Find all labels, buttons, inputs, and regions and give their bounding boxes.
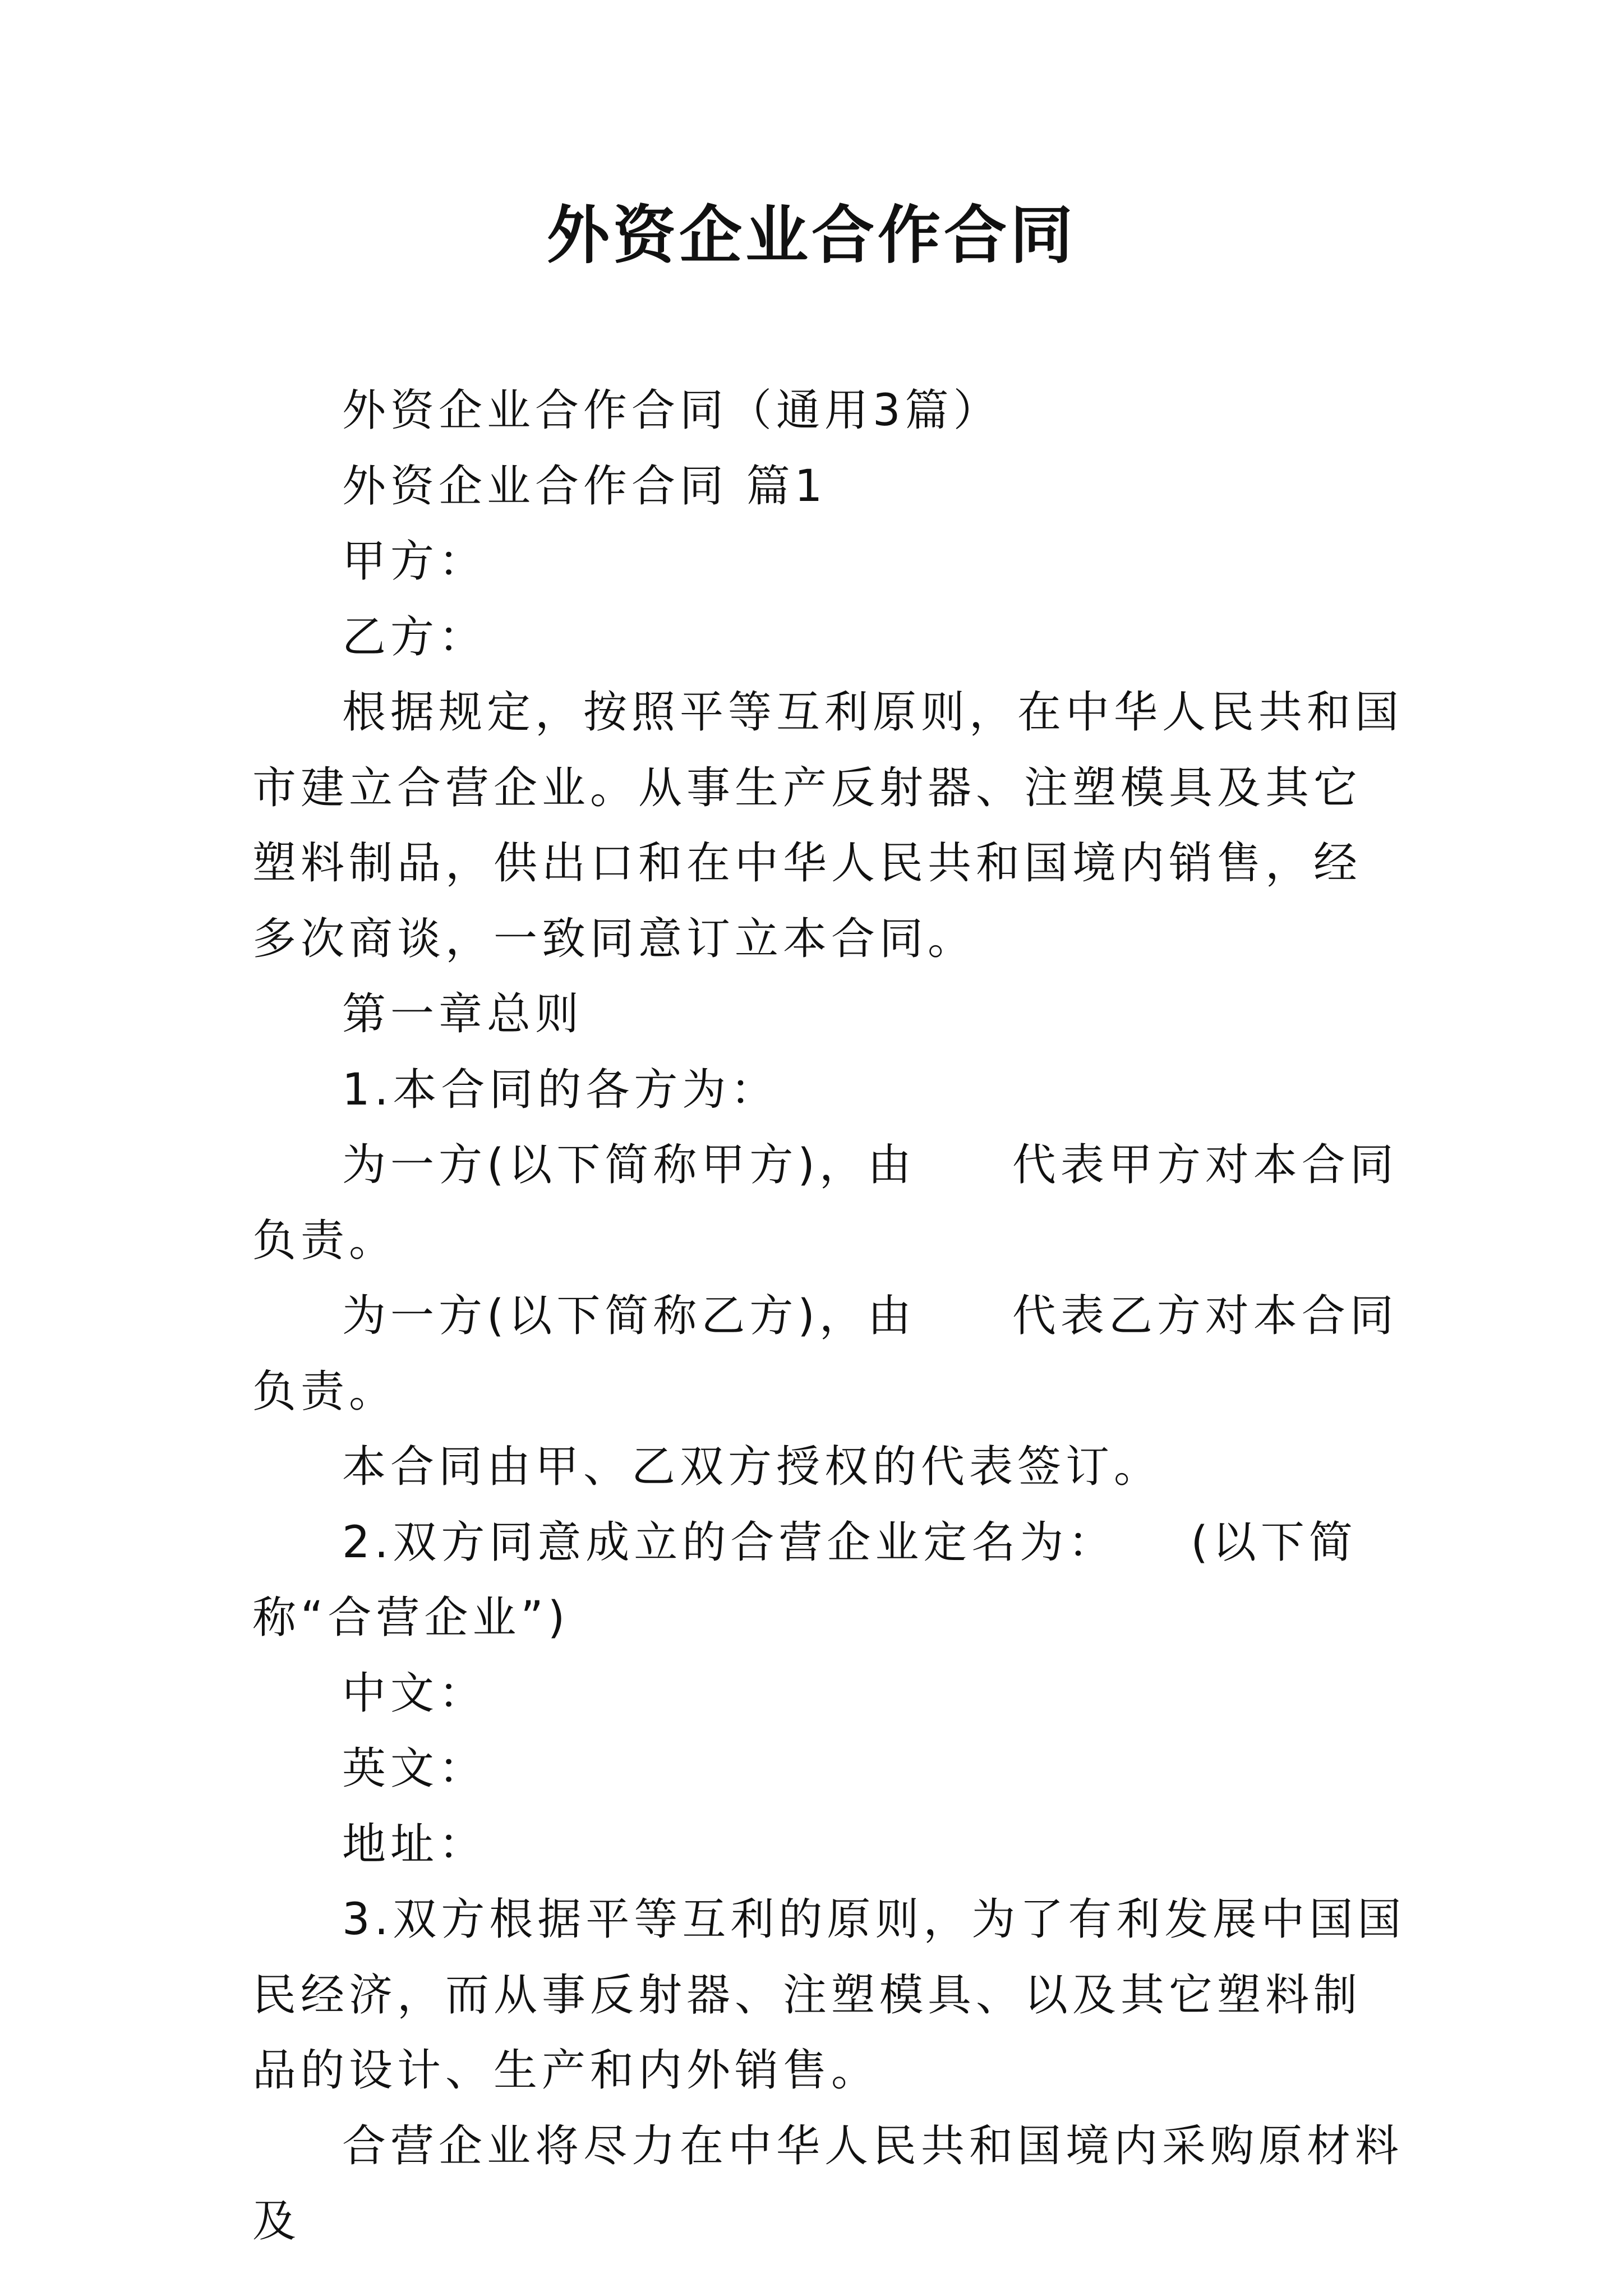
paragraph-english-name: 英文： [342, 1743, 487, 1794]
document-body [252, 373, 1500, 2260]
paragraph-collection-title: 外资企业合作合同（通用3篇） [342, 385, 1002, 436]
paragraph-party-a-representative: 为一方(以下简称甲方)，由 代表甲方对本合同负责。 [252, 1140, 1398, 1266]
paragraph-clause-1: 1.本合同的各方为： [342, 1064, 779, 1115]
paragraph-party-b: 乙方： [342, 611, 487, 662]
paragraph-clause-3: 3.双方根据平等互利的原则，为了有利发展中国国民经济，而从事反射器、注塑模具、以及其它塑料制品的设计、生产和内外销售。 [252, 1894, 1406, 2096]
paragraph-party-a: 甲方： [342, 536, 487, 587]
paragraph-chapter-heading: 第一章总则 [342, 989, 584, 1039]
paragraph-party-b-representative: 为一方(以下简称乙方)，由 代表乙方对本合同负责。 [252, 1291, 1398, 1417]
paragraph-preamble: 根据规定，按照平等互利原则，在中华人民共和国 市建立合营企业。从事生产反射器、注塑模具及其它塑料制品，供出口和在中华人民共和国境内销售，经多次商谈，一致同意订立本合同。 [252, 687, 1500, 964]
paragraph-chinese-name: 中文： [342, 1668, 487, 1719]
paragraph-article-heading: 外资企业合作合同 篇1 [342, 461, 827, 512]
paragraph-procurement: 合营企业将尽力在中华人民共和国境内采购原材料及 [252, 2120, 1404, 2247]
paragraph-clause-2: 2.双方同意成立的合营企业定名为： (以下简称“合营企业”) [252, 1517, 1357, 1643]
paragraph-signing: 本合同由甲、乙双方授权的代表签订。 [342, 1442, 1163, 1492]
document-title: 外资企业合作合同 [547, 199, 1076, 272]
paragraph-address: 地址： [342, 1819, 487, 1870]
